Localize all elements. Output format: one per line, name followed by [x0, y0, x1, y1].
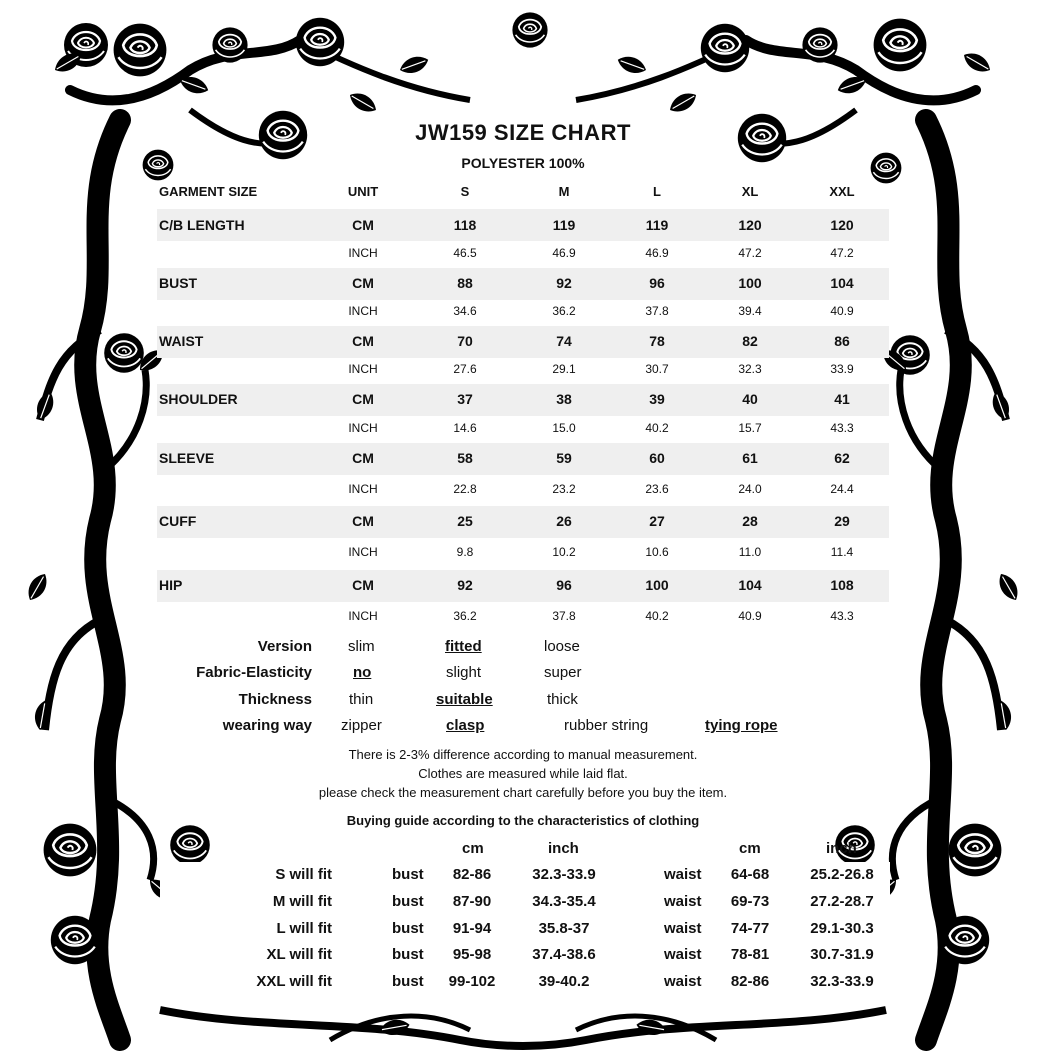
cm-value: 100: [738, 275, 762, 291]
inch-value: 24.0: [738, 482, 762, 496]
cm-value: 26: [556, 513, 572, 529]
guide-bust-inch: 34.3-35.4: [532, 893, 596, 910]
cm-value: 58: [457, 450, 473, 466]
unit-cm: CM: [352, 577, 374, 593]
guide-col-inch-2: inch: [826, 840, 857, 857]
inch-value: 40.2: [645, 421, 669, 435]
guide-waist-cm: 69-73: [730, 893, 770, 910]
inch-value: 34.6: [453, 304, 477, 318]
elasticity-option-slight: slight: [446, 664, 482, 681]
inch-value: 11.4: [830, 545, 854, 559]
unit-inch: INCH: [348, 545, 378, 559]
cm-value: 38: [556, 391, 572, 407]
row-label: SLEEVE: [159, 450, 215, 466]
inch-value: 40.2: [645, 609, 669, 623]
cm-value: 39: [649, 391, 665, 407]
cm-value: 61: [742, 450, 758, 466]
guide-bust-inch: 35.8-37: [538, 920, 590, 937]
version-option-slim: slim: [348, 638, 375, 655]
guide-waist-label: waist: [664, 973, 702, 990]
guide-fit: S will fit: [275, 866, 332, 883]
guide-bust-cm: 91-94: [452, 920, 492, 937]
row-label: CUFF: [159, 513, 197, 529]
guide-bust-label: bust: [392, 973, 424, 990]
guide-waist-cm: 82-86: [730, 973, 770, 990]
guide-waist-cm: 78-81: [730, 946, 770, 963]
right-vine: [926, 120, 961, 1040]
row-label: HIP: [159, 577, 183, 593]
guide-bust-label: bust: [392, 920, 424, 937]
inch-value: 47.2: [738, 246, 762, 260]
row-label: C/B LENGTH: [159, 217, 245, 233]
inch-value: 46.9: [552, 246, 576, 260]
material-subtitle: POLYESTER 100%: [461, 155, 585, 171]
unit-inch: INCH: [348, 421, 378, 435]
guide-fit: XL will fit: [266, 946, 332, 963]
unit-inch: INCH: [348, 362, 378, 376]
header-unit: UNIT: [347, 184, 379, 199]
thickness-option-thick: thick: [547, 691, 578, 708]
inch-value: 10.2: [552, 545, 576, 559]
unit-inch: INCH: [348, 304, 378, 318]
guide-bust-inch: 39-40.2: [538, 973, 590, 990]
version-option-loose: loose: [544, 638, 580, 655]
inch-value: 14.6: [453, 421, 477, 435]
inch-value: 22.8: [453, 482, 477, 496]
inch-value: 11.0: [738, 545, 762, 559]
buying-guide-title: Buying guide according to the characteristics of clothing: [346, 813, 700, 828]
row-label: WAIST: [159, 333, 204, 349]
inch-value: 23.2: [552, 482, 576, 496]
guide-waist-label: waist: [664, 920, 702, 937]
guide-fit: M will fit: [272, 893, 332, 910]
header-size-xl: XL: [741, 184, 759, 199]
guide-bust-label: bust: [392, 946, 424, 963]
wearing-option-zipper: zipper: [341, 717, 382, 734]
inch-value: 10.6: [645, 545, 669, 559]
header-size-s: S: [460, 184, 470, 199]
guide-waist-inch: 32.3-33.9: [810, 973, 874, 990]
note-laid-flat: Clothes are measured while laid flat.: [418, 766, 628, 781]
cm-value: 108: [830, 577, 854, 593]
wearing-way-label: wearing way: [222, 717, 312, 734]
inch-value: 15.0: [552, 421, 576, 435]
cm-value: 119: [645, 217, 669, 233]
wearing-option-clasp: clasp: [446, 717, 485, 734]
guide-waist-inch: 29.1-30.3: [810, 920, 874, 937]
guide-bust-inch: 32.3-33.9: [532, 866, 596, 883]
inch-value: 32.3: [738, 362, 762, 376]
cm-value: 88: [457, 275, 473, 291]
unit-cm: CM: [352, 450, 374, 466]
inch-value: 37.8: [645, 304, 669, 318]
inch-value: 36.2: [453, 609, 477, 623]
cm-value: 74: [556, 333, 572, 349]
cm-value: 70: [457, 333, 473, 349]
unit-inch: INCH: [348, 482, 378, 496]
cm-value: 86: [834, 333, 850, 349]
cm-value: 92: [457, 577, 473, 593]
header-size-xxl: XXL: [829, 184, 855, 199]
elasticity-label: Fabric-Elasticity: [196, 664, 312, 681]
unit-inch: INCH: [348, 609, 378, 623]
guide-bust-label: bust: [392, 893, 424, 910]
elasticity-option-super: super: [544, 664, 582, 681]
cm-value: 60: [649, 450, 665, 466]
cm-value: 92: [556, 275, 572, 291]
inch-value: 15.7: [738, 421, 762, 435]
inch-value: 43.3: [830, 421, 854, 435]
guide-waist-label: waist: [664, 946, 702, 963]
guide-fit: L will fit: [276, 920, 332, 937]
thickness-option-suitable: suitable: [436, 691, 493, 708]
inch-value: 23.6: [645, 482, 669, 496]
guide-fit: XXL will fit: [256, 973, 332, 990]
guide-col-inch: inch: [548, 840, 579, 857]
note-check-chart: please check the measurement chart carefully before you buy the item.: [318, 785, 728, 800]
unit-cm: CM: [352, 217, 374, 233]
inch-value: 29.1: [552, 362, 576, 376]
cm-value: 41: [834, 391, 850, 407]
row-label: BUST: [159, 275, 198, 291]
guide-bust-cm: 95-98: [452, 946, 492, 963]
inch-value: 24.4: [830, 482, 854, 496]
inch-value: 46.9: [645, 246, 669, 260]
note-difference: There is 2-3% difference according to manual measurement.: [348, 747, 698, 762]
unit-cm: CM: [352, 391, 374, 407]
cm-value: 120: [738, 217, 762, 233]
cm-value: 25: [457, 513, 473, 529]
cm-value: 27: [649, 513, 665, 529]
left-vine: [85, 120, 120, 1040]
inch-value: 40.9: [738, 609, 762, 623]
guide-bust-cm: 99-102: [448, 973, 496, 990]
wearing-option-tying-rope: tying rope: [705, 717, 778, 734]
thickness-option-thin: thin: [349, 691, 374, 708]
guide-col-cm-2: cm: [739, 840, 761, 857]
guide-bust-cm: 87-90: [452, 893, 492, 910]
inch-value: 9.8: [456, 545, 474, 559]
guide-waist-label: waist: [664, 893, 702, 910]
guide-col-cm: cm: [462, 840, 484, 857]
version-option-fitted: fitted: [445, 638, 482, 655]
elasticity-option-no: no: [353, 664, 372, 681]
guide-bust-inch: 37.4-38.6: [532, 946, 596, 963]
cm-value: 59: [556, 450, 572, 466]
header-size-m: M: [558, 184, 570, 199]
cm-value: 118: [453, 217, 477, 233]
cm-value: 29: [834, 513, 850, 529]
guide-waist-inch: 27.2-28.7: [810, 893, 874, 910]
cm-value: 28: [742, 513, 758, 529]
guide-bust-cm: 82-86: [452, 866, 492, 883]
header-garment-size: GARMENT SIZE: [159, 184, 258, 199]
row-label: SHOULDER: [159, 391, 238, 407]
thickness-label: Thickness: [238, 691, 312, 708]
cm-value: 120: [830, 217, 854, 233]
guide-waist-label: waist: [664, 866, 702, 883]
inch-value: 40.9: [830, 304, 854, 318]
cm-value: 119: [552, 217, 576, 233]
cm-value: 96: [556, 577, 572, 593]
inch-value: 39.4: [738, 304, 762, 318]
cm-value: 78: [649, 333, 665, 349]
inch-value: 33.9: [830, 362, 854, 376]
inch-value: 30.7: [645, 362, 669, 376]
cm-value: 37: [457, 391, 473, 407]
guide-bust-label: bust: [392, 866, 424, 883]
page-title: JW159 SIZE CHART: [415, 120, 631, 145]
unit-inch: INCH: [348, 246, 378, 260]
cm-value: 104: [830, 275, 854, 291]
unit-cm: CM: [352, 275, 374, 291]
guide-waist-inch: 30.7-31.9: [810, 946, 874, 963]
inch-value: 43.3: [830, 609, 854, 623]
cm-value: 104: [738, 577, 762, 593]
guide-waist-cm: 64-68: [730, 866, 770, 883]
wearing-option-rubber-string: rubber string: [564, 717, 649, 734]
inch-value: 47.2: [830, 246, 854, 260]
version-label: Version: [257, 638, 312, 655]
unit-cm: CM: [352, 513, 374, 529]
header-size-l: L: [653, 184, 661, 199]
cm-value: 100: [645, 577, 669, 593]
cm-value: 96: [649, 275, 665, 291]
unit-cm: CM: [352, 333, 374, 349]
inch-value: 36.2: [552, 304, 576, 318]
guide-waist-cm: 74-77: [730, 920, 770, 937]
inch-value: 46.5: [453, 246, 477, 260]
inch-value: 37.8: [552, 609, 576, 623]
cm-value: 40: [742, 391, 758, 407]
guide-waist-inch: 25.2-26.8: [810, 866, 874, 883]
cm-value: 82: [742, 333, 758, 349]
inch-value: 27.6: [453, 362, 477, 376]
cm-value: 62: [834, 450, 850, 466]
